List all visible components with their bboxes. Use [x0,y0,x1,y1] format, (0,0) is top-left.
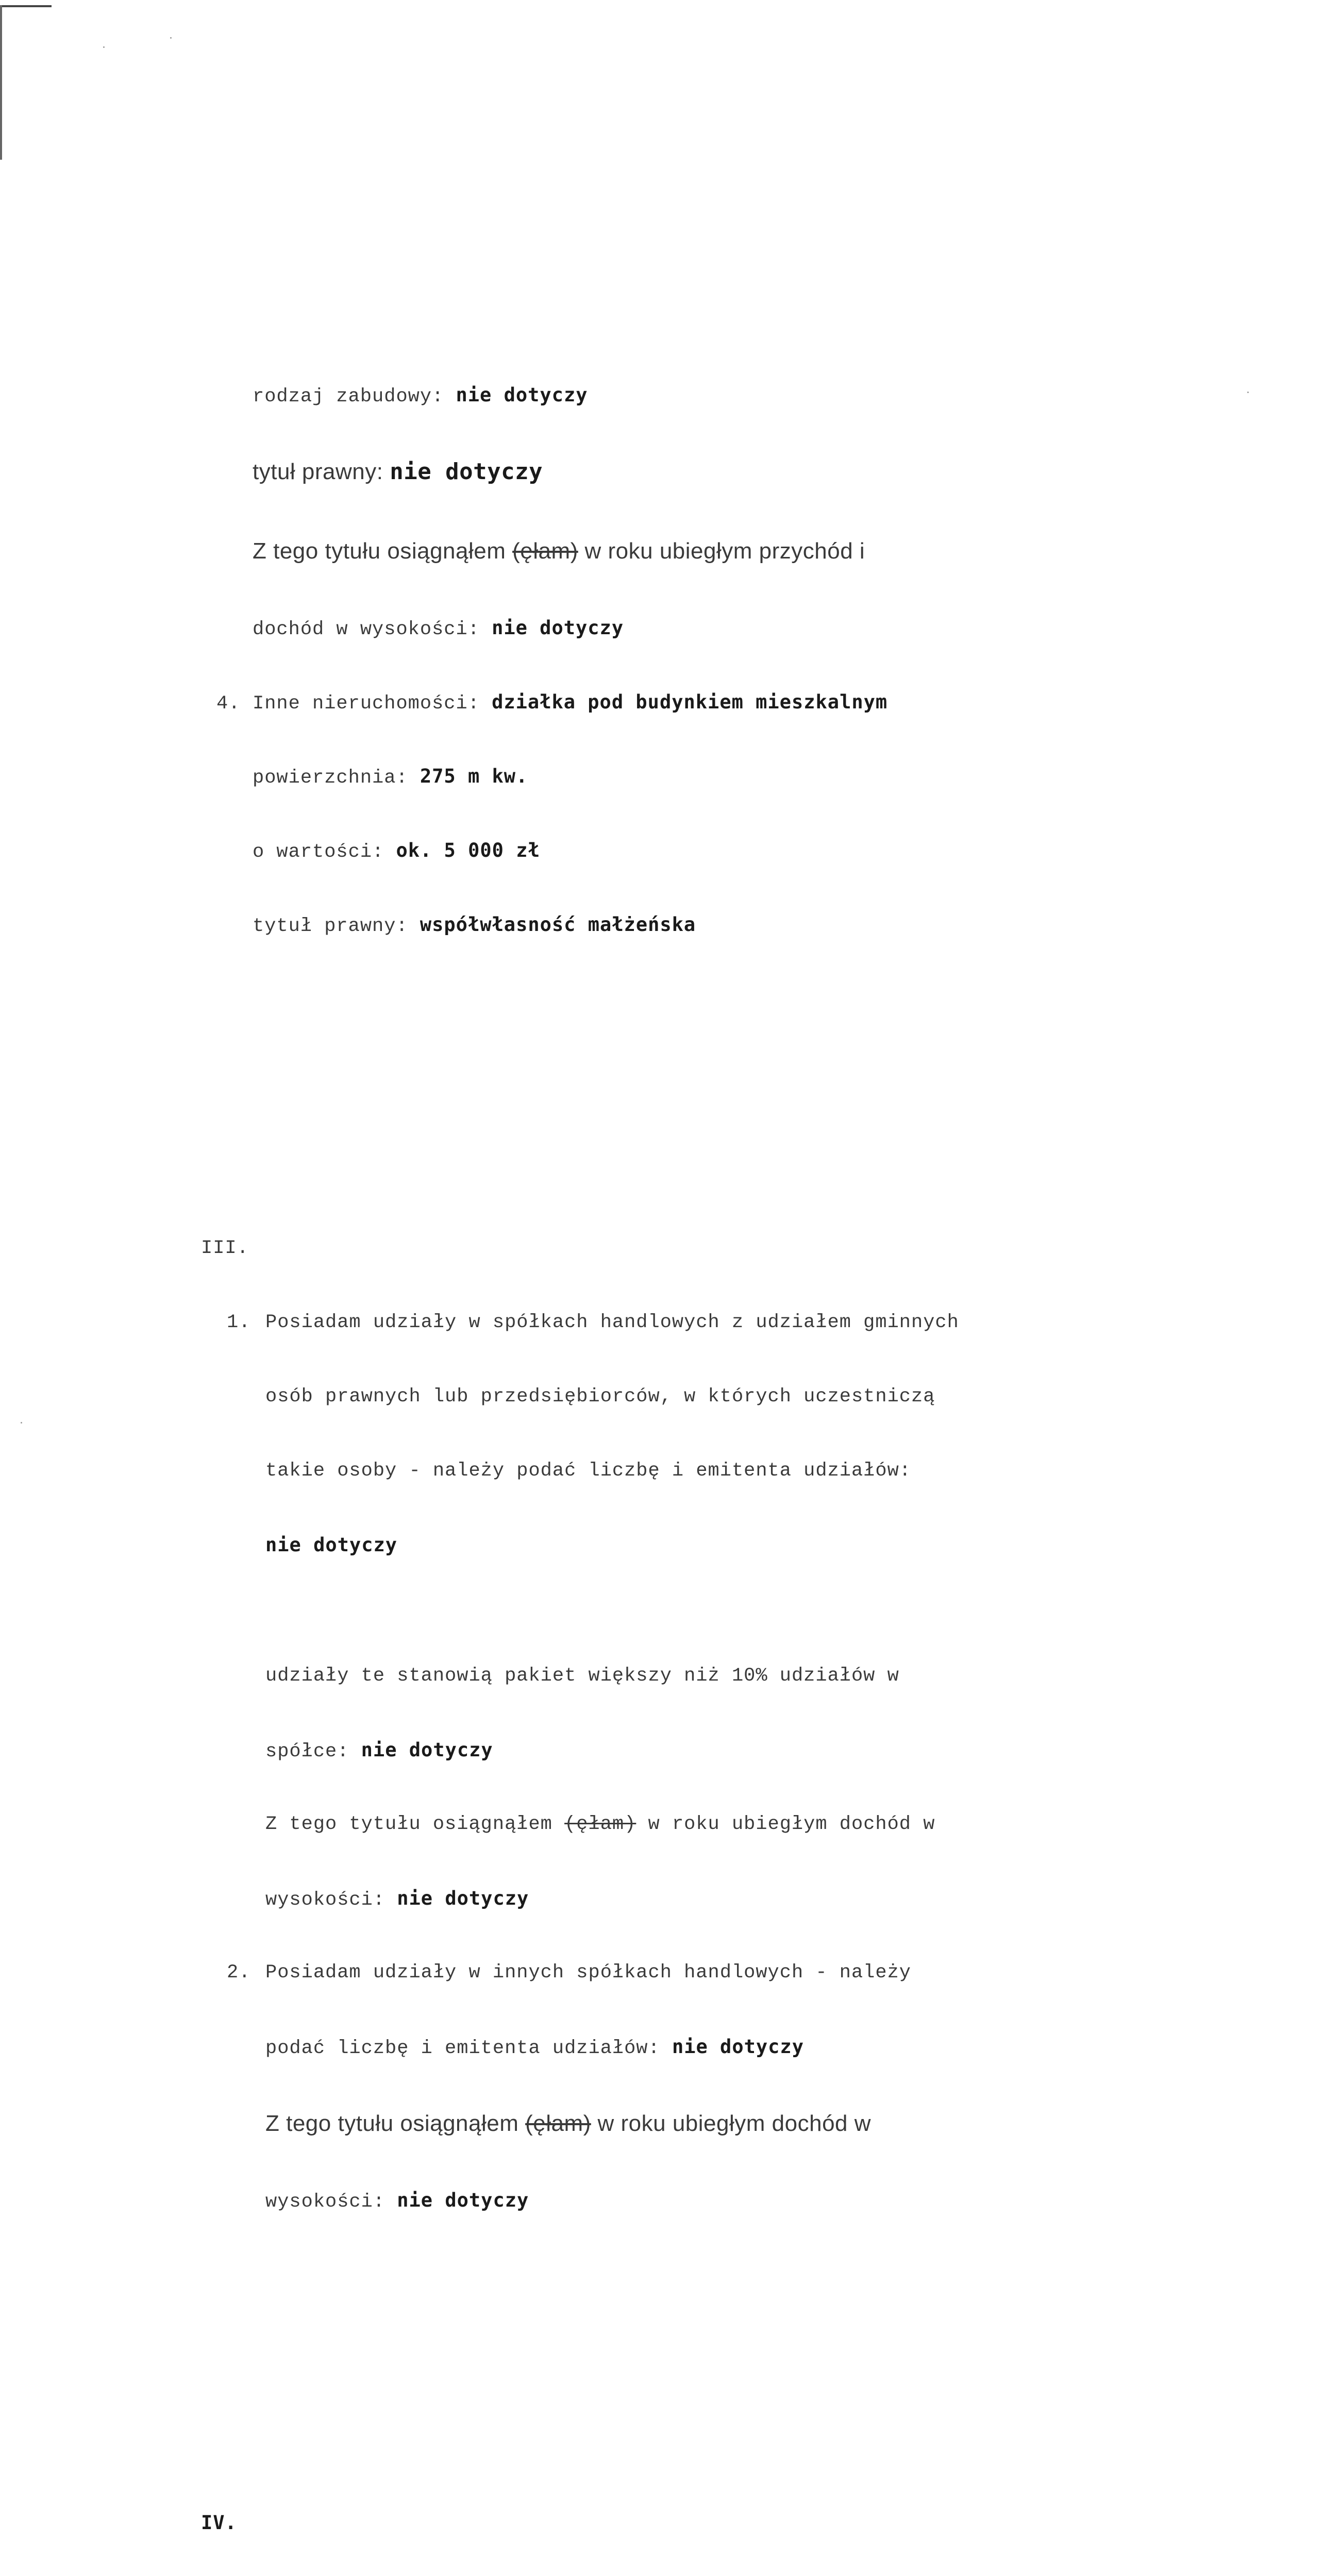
text-line [201,1664,1294,1688]
label-text: w roku ubiegłym dochód w [636,1814,935,1835]
text-line [201,616,1294,640]
spacer [201,1061,1294,1088]
struck-out-text: (ęłam) [564,1814,636,1835]
label-text: o wartości: [253,841,396,863]
section-number: III. [201,1238,249,1259]
scan-speck [21,1422,22,1423]
spacer [201,2336,1294,2362]
text-line [201,838,1294,863]
scan-speck [103,46,105,48]
text-line [201,383,1294,408]
answer-text: nie dotyczy [397,2189,529,2211]
label-text: tytuł prawny: [253,459,390,484]
scan-border-mark [0,5,52,7]
list-item [201,1310,1294,1335]
section-number: IV. [201,2512,237,2534]
item-text: Posiadam udziały w innych spółkach handlowych - należy [265,1962,911,1984]
item-text: udziały te stanowią pakiet większy niż 10% udziałów w [265,1665,899,1687]
document-body [201,234,1294,2576]
item-text: takie osoby - należy podać liczbę i emitenta udziałów: [265,1460,911,1482]
text-line [201,912,1294,937]
label-text: dochód w wysokości: [253,619,492,640]
text-line [201,536,1294,566]
text-line [201,1812,1294,1837]
text-line [201,1738,1294,1762]
scan-border-mark-vertical [0,5,2,160]
label-text: podać liczbę i emitenta udziałów: [265,2038,672,2059]
text-line [201,2188,1294,2213]
section-iv [201,2461,1294,2576]
section-iii [201,1187,1294,2262]
answer-text: nie dotyczy [397,1887,529,1909]
text-line [201,764,1294,789]
answer-text: nie dotyczy [361,1739,493,1761]
item-text: Posiadam udziały w spółkach handlowych z udziałem gminnych [265,1312,959,1333]
answer-text: nie dotyczy [492,617,624,639]
label-text: w roku ubiegłym dochód w [591,2111,872,2136]
answer-text: nie dotyczy [672,2036,804,2058]
label-text: w roku ubiegłym przychód i [578,538,865,564]
section-heading [201,1236,1294,1261]
list-number: 1. [227,1312,251,1333]
label-text: rodzaj zabudowy: [253,386,456,408]
answer-text: nie dotyczy [390,459,543,485]
label-text: Inne nieruchomości: [253,693,492,715]
list-number: 4. [216,693,241,715]
text-line [201,1459,1294,1483]
section-ii-continuation [201,333,1294,987]
label-text: Z tego tytułu osiągnąłem [253,538,513,564]
text-line [201,1886,1294,1911]
list-number: 2. [227,1962,251,1984]
text-line [201,2109,1294,2139]
spacer [201,1607,1294,1614]
struck-out-text: (ęłam) [525,2111,591,2136]
answer-text: 275 m kw. [420,765,528,787]
label-text: wysokości: [265,2191,397,2213]
scan-speck [170,37,172,39]
label-text: powierzchnia: [253,767,420,789]
answer-text: współwłasność małżeńska [420,913,696,936]
text-line [201,2035,1294,2059]
label-text: Z tego tytułu osiągnąłem [265,1814,565,1835]
label-text: wysokości: [265,1889,397,1911]
text-line [201,1533,1294,1557]
label-text: spółce: [265,1741,361,1762]
struck-out-text: (ęłam) [512,538,578,564]
answer-text: ok. 5 000 zł [396,839,540,861]
text-line [201,457,1294,487]
label-text: Z tego tytułu osiągnąłem [265,2111,526,2136]
answer-text: nie dotyczy [265,1534,398,1556]
list-item [201,690,1294,715]
answer-text: działka pod budynkiem mieszkalnym [492,691,888,713]
text-line [201,1384,1294,1409]
section-heading [201,2511,1294,2535]
label-text: tytuł prawny: [253,916,420,937]
answer-text: nie dotyczy [456,384,588,406]
item-text: osób prawnych lub przedsiębiorców, w których uczestniczą [265,1386,935,1408]
list-item [201,1960,1294,1985]
